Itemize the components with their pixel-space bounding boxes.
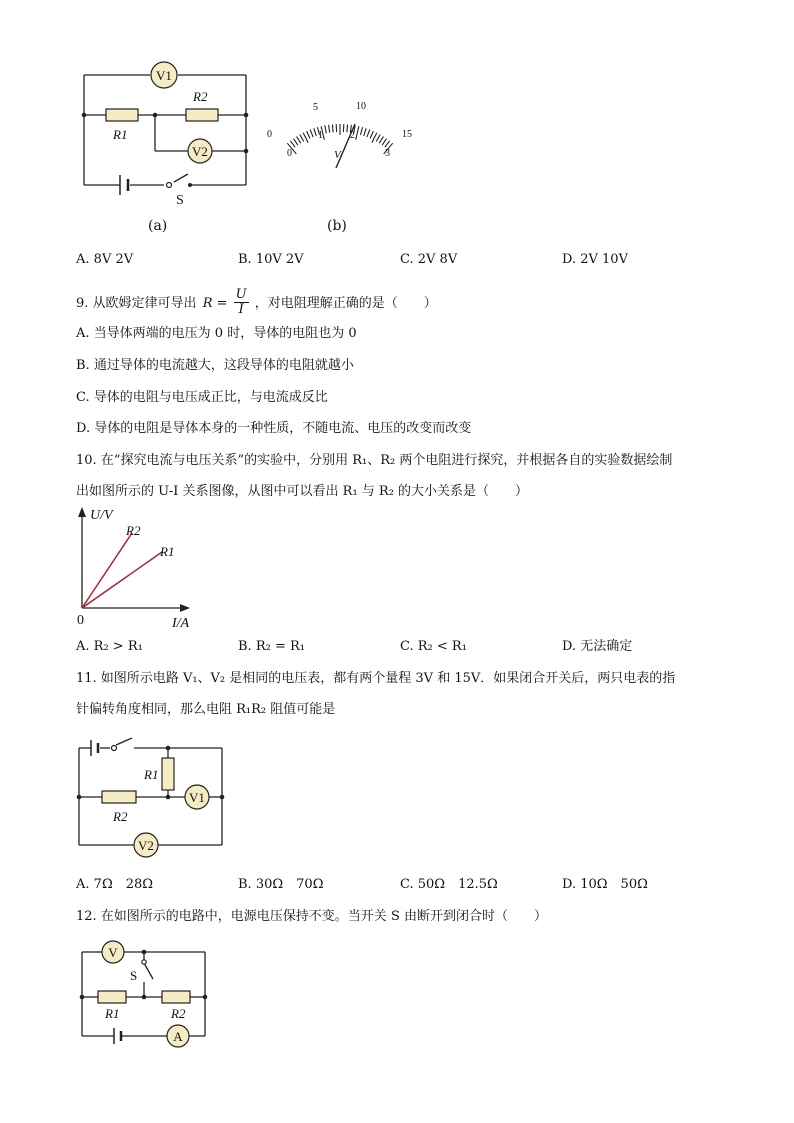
- q11-stem-line2: 针偏转角度相同，那么电阻 R₁R₂ 阻值可能是: [76, 702, 336, 717]
- dial-tick: [364, 128, 367, 136]
- label-r1: R1: [160, 544, 175, 559]
- line-r1: [82, 552, 162, 608]
- q12-circuit: [78, 940, 213, 1052]
- q10-option-c[interactable]: C. R₂ < R₁: [400, 639, 467, 654]
- y-axis-label: U/V: [90, 508, 113, 523]
- figure-8a-circuit: [76, 62, 256, 212]
- resistor-r1: [106, 109, 138, 121]
- q10-ui-graph: [70, 505, 200, 631]
- dial-tick: [370, 131, 373, 138]
- q10-stem-line2: 出如图所示的 U-I 关系图像，从图中可以看出 R₁ 与 R₂ 的大小关系是（ ）: [76, 484, 529, 499]
- q9-option-c[interactable]: C. 导体的电阻与电压成正比，与电流成反比: [76, 390, 328, 405]
- q10-stem-line1: 10. 在“探究电流与电压关系”的实验中，分别用 R₁、R₂ 两个电阻进行探究，并根据各自的实验数据绘制: [76, 453, 673, 468]
- dial-tick: [376, 135, 380, 142]
- resistor-r2: [186, 109, 218, 121]
- q8-option-b[interactable]: B. 10V 2V: [238, 252, 304, 267]
- dial-unit: V: [334, 149, 341, 161]
- resistor-r1: [98, 991, 126, 1003]
- label-v1: V1: [189, 790, 205, 805]
- q9-option-a[interactable]: A. 当导体两端的电压为 0 时，导体的电阻也为 0: [76, 326, 357, 341]
- label-s: S: [176, 193, 184, 208]
- dial-outer-10: 10: [356, 101, 366, 112]
- dial-tick: [356, 126, 359, 140]
- q8-option-d[interactable]: D. 2V 10V: [562, 252, 628, 267]
- dial-outer-15: 15: [402, 129, 412, 140]
- dial-outer-0: 0: [267, 129, 272, 140]
- q10-option-a[interactable]: A. R₂ > R₁: [76, 639, 143, 654]
- dial-tick: [314, 128, 317, 136]
- figure-8b-dial: [262, 96, 422, 176]
- label-a: A: [173, 1029, 183, 1044]
- q9-option-d[interactable]: D. 导体的电阻是导体本身的一种性质，不随电流、电压的改变而改变: [76, 421, 472, 436]
- dial-tick: [310, 130, 313, 138]
- caption-b: (b): [327, 218, 347, 234]
- dial-tick: [385, 141, 390, 147]
- dial-tick: [360, 127, 362, 135]
- dial-inner-0: 0: [287, 148, 292, 159]
- label-r2: R2: [113, 809, 128, 824]
- q11-option-d[interactable]: D. 10Ω 50Ω: [562, 877, 648, 892]
- q9-option-b[interactable]: B. 通过导体的电流越大，这段导体的电阻就越小: [76, 358, 354, 373]
- label-r1: R1: [113, 127, 128, 142]
- q11-option-a[interactable]: A. 7Ω 28Ω: [76, 877, 154, 892]
- resistor-r2: [162, 991, 190, 1003]
- dial-tick: [329, 125, 330, 133]
- q12-stem: 12. 在如图所示的电路中，电源电压保持不变。当开关 S 由断开到闭合时（ ）: [76, 909, 547, 924]
- line-r2: [82, 533, 132, 608]
- label-r2: R2: [193, 89, 208, 104]
- x-axis-label: I/A: [172, 616, 190, 631]
- resistor-r1: [162, 758, 174, 790]
- q10-option-d[interactable]: D. 无法确定: [562, 639, 633, 654]
- dial-tick: [382, 139, 387, 146]
- label-r1: R1: [105, 1006, 120, 1021]
- q11-option-b[interactable]: B. 30Ω 70Ω: [238, 877, 324, 892]
- label-v1: V1: [156, 68, 172, 83]
- q9-stem: 9. 从欧姆定律可导出 R = $\frac{U}{I}$ ，对电阻理解正确的是（ ）: [76, 287, 437, 317]
- dial-tick: [290, 141, 295, 147]
- resistor-r2: [102, 791, 136, 803]
- caption-a: (a): [148, 218, 168, 234]
- dial-tick: [307, 131, 310, 138]
- label-v2: V2: [138, 838, 154, 853]
- label-r2: R2: [126, 523, 141, 538]
- q10-option-b[interactable]: B. R₂ = R₁: [238, 639, 305, 654]
- label-s: S: [130, 968, 138, 983]
- dial-outer-5: 5: [313, 102, 318, 113]
- dial-inner-2: 2: [350, 130, 355, 141]
- q11-stem-line1: 11. 如图所示电路 V₁、V₂ 是相同的电压表，都有两个量程 3V 和 15V．如果闭合开关后，两只电表的指: [76, 671, 676, 686]
- dial-tick: [325, 125, 327, 133]
- dial-tick: [293, 139, 298, 146]
- q8-option-c[interactable]: C. 2V 8V: [400, 252, 458, 267]
- origin-label: 0: [77, 613, 84, 628]
- q8-option-a[interactable]: A. 8V 2V: [76, 252, 134, 267]
- dial-inner-1: 1: [318, 130, 323, 141]
- dial-tick: [347, 124, 348, 132]
- label-r1: R1: [144, 767, 159, 782]
- label-r2: R2: [171, 1006, 186, 1021]
- label-v: V: [108, 945, 118, 960]
- dial-tick: [367, 130, 370, 138]
- dial-tick: [332, 124, 333, 132]
- q11-circuit: [74, 733, 234, 863]
- q11-option-c[interactable]: C. 50Ω 12.5Ω: [400, 877, 498, 892]
- dial-inner-3: 3: [385, 148, 390, 159]
- dial-tick: [297, 137, 301, 144]
- label-v2: V2: [192, 144, 208, 159]
- dial-tick: [379, 137, 383, 144]
- dial-tick: [300, 135, 304, 142]
